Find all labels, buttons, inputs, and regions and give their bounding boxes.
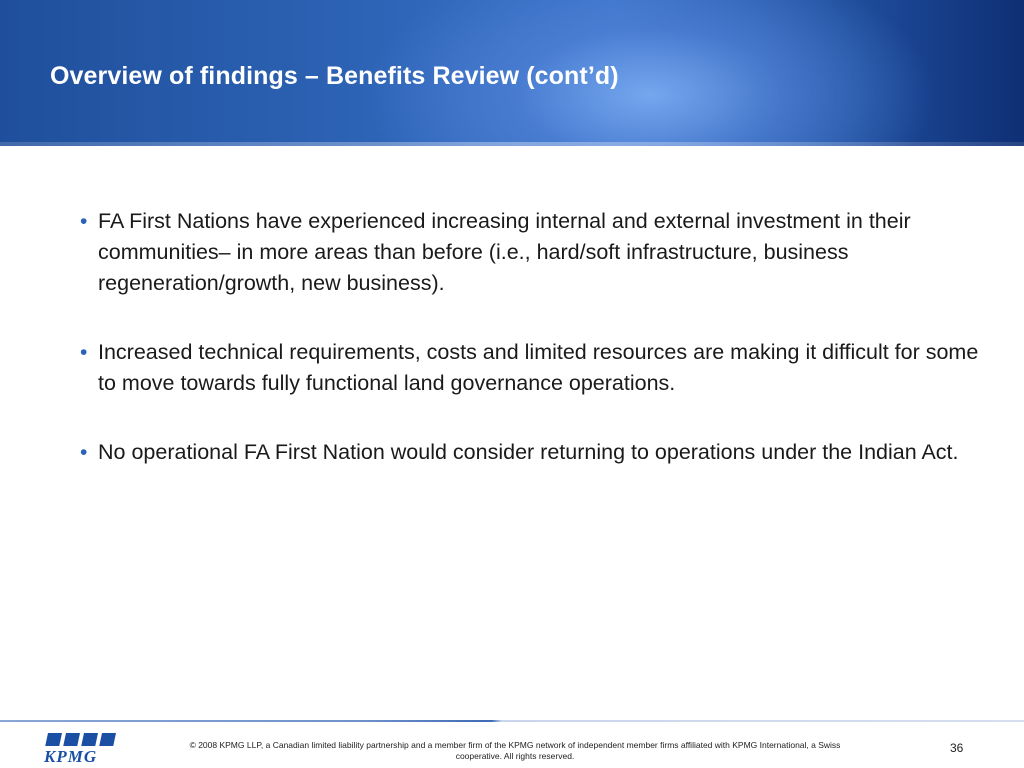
bullet-text: Increased technical requirements, costs and limited resources are making it difficult for some to move towards fully functional land governance operations. bbox=[98, 340, 979, 395]
page-number: 36 bbox=[950, 741, 964, 755]
copyright-notice bbox=[165, 740, 865, 762]
kpmg-logo bbox=[38, 733, 130, 763]
bullet-icon: • bbox=[80, 441, 88, 464]
footer-divider bbox=[0, 720, 1024, 722]
svg-text:KPMG: KPMG bbox=[44, 747, 98, 763]
bullet-text: No operational FA First Nation would consider returning to operations under the Indian Act. bbox=[98, 440, 959, 464]
bullet-item bbox=[78, 206, 998, 299]
copyright-line-1: © 2008 KPMG LLP, a Canadian limited liability partnership and a member firm of the KPMG network of independent member firms affiliated with KPMG International, a Swiss bbox=[189, 740, 841, 750]
bullet-text: FA First Nations have experienced increasing internal and external investment in their communities– in more areas than before (i.e., hard/soft infrastructure, business regeneration/growth, new business). bbox=[98, 209, 911, 295]
slide-title: Overview of findings – Benefits Review (cont’d) bbox=[50, 62, 619, 90]
bullet-icon: • bbox=[80, 210, 88, 233]
bullet-list bbox=[78, 206, 998, 506]
bullet-item bbox=[78, 437, 998, 468]
header-band bbox=[0, 0, 1024, 146]
copyright-line-2: cooperative. All rights reserved. bbox=[455, 751, 575, 761]
bullet-icon: • bbox=[80, 341, 88, 364]
bullet-item bbox=[78, 337, 998, 399]
